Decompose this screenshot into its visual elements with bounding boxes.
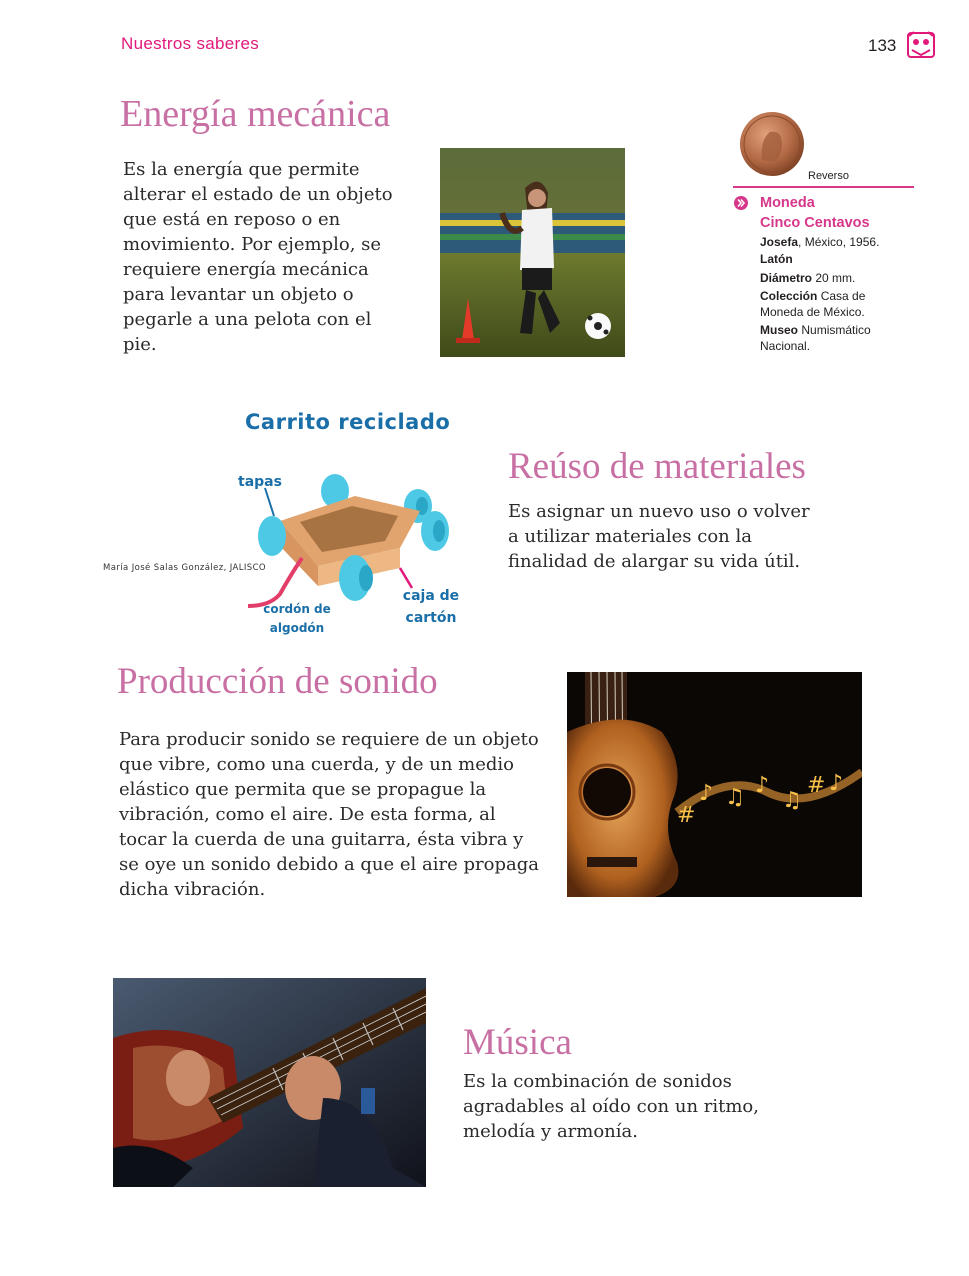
coin-museum-value-2: Nacional.	[760, 339, 811, 353]
label-caja-line1: caja de	[402, 588, 460, 604]
coin-josefa-label: Josefa	[760, 235, 799, 249]
coin-josefa-value: , México, 1956.	[798, 235, 880, 249]
card-divider	[733, 186, 914, 188]
coin-reverse-label: Reverso	[808, 170, 849, 182]
coin-name-line2: Cinco Centavos	[760, 215, 870, 231]
page-number: 133	[868, 36, 897, 55]
section-title-musica: Música	[463, 1022, 572, 1063]
chevron-right-icon	[734, 196, 748, 210]
drawing-credit: María José Salas González, JALISCO	[103, 563, 267, 573]
coin-museum-row	[760, 322, 871, 339]
coin-collection-value-1: Casa de	[820, 289, 866, 303]
aztec-emblem-icon	[906, 30, 936, 60]
acoustic-guitar-music-notes-photo	[567, 672, 862, 897]
coin-josefa-row	[760, 234, 879, 251]
musica-text: Es la combinación de sonidos agradables al oído con un ritmo, melodía y armonía.	[463, 1071, 759, 1142]
svg-text:#: #	[677, 803, 696, 828]
label-caja	[398, 585, 464, 629]
coin-material: Latón	[760, 252, 793, 266]
svg-text:♫: ♫	[782, 788, 802, 813]
section-label: Nuestros saberes	[121, 34, 260, 53]
girl-kicking-soccer-ball-photo	[440, 148, 625, 357]
svg-text:♫: ♫	[725, 785, 745, 810]
carrito-title: Carrito reciclado	[245, 410, 451, 434]
coin-material-row	[760, 251, 793, 268]
reuso-text: Es asignar un nuevo uso o volver a utilizar materiales con la finalidad de alargar su vida útil.	[508, 501, 810, 572]
coin-collection-row	[760, 288, 865, 305]
coin-name-line1: Moneda	[760, 195, 815, 211]
label-cordon-line2: algodón	[269, 621, 325, 635]
label-cordon	[262, 600, 332, 638]
energia-text: Es la energía que permite alterar el estado de un objeto que está en reposo o en movimiento. Por ejemplo, se requiere energía mecánica para levantar un objeto o pegarle a una pelota con el pie.	[123, 159, 393, 355]
coin-diameter-value: 20 mm.	[815, 271, 856, 285]
coin-museum-label: Museo	[760, 323, 799, 337]
section-title-sonido: Producción de sonido	[117, 661, 438, 702]
svg-text:♪: ♪	[829, 771, 844, 796]
coin-diameter-label: Diámetro	[760, 271, 813, 285]
coin-museum-value-1: Numismático	[801, 323, 871, 337]
section-title-energia: Energía mecánica	[120, 93, 391, 135]
svg-text:#: #	[807, 773, 826, 798]
coin-collection-label: Colección	[760, 289, 818, 303]
label-tapas: tapas	[238, 474, 282, 490]
label-caja-line2: cartón	[405, 610, 457, 626]
coin-image	[738, 110, 808, 178]
svg-text:♪: ♪	[755, 773, 770, 798]
electric-guitar-player-photo	[113, 978, 426, 1187]
sonido-text: Para producir sonido se requiere de un objeto que vibre, como una cuerda, y de un medio elástico que permita que se propague la vibración, como el aire. De esta forma, al tocar la cuerda de una guitarra, ésta vibra y se oye un sonido debido a que el aire propaga dicha vibración.	[119, 729, 539, 900]
coin-diameter-row	[760, 270, 855, 287]
coin-collection-value-2: Moneda de México.	[760, 305, 865, 319]
label-cordon-line1: cordón de	[263, 602, 331, 616]
svg-text:♪: ♪	[699, 781, 714, 806]
section-title-reuso: Reúso de materiales	[508, 446, 806, 487]
